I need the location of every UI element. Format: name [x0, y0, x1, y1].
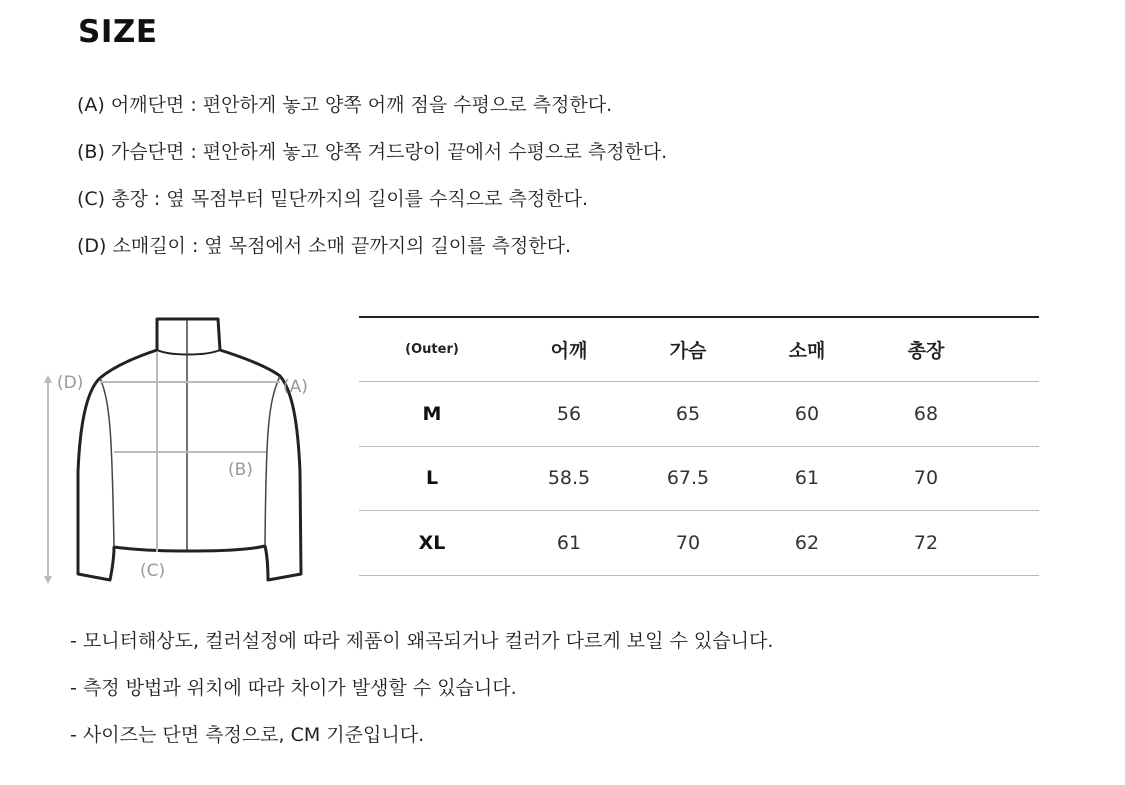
label-b: (B) — [228, 460, 253, 480]
label-a: (A) — [283, 377, 308, 397]
description-length: (C) 총장 : 옆 목점부터 밑단까지의 길이를 수직으로 측정한다. — [77, 188, 588, 210]
value-cell: 60 — [794, 402, 820, 425]
table-row — [359, 511, 1039, 576]
size-cell: XL — [418, 531, 446, 554]
header-shoulder: 어깨 — [550, 340, 588, 362]
notes-section — [70, 618, 970, 759]
header-sleeve: 소매 — [788, 340, 826, 362]
label-c: (C) — [140, 561, 166, 581]
label-d: (D) — [57, 373, 84, 393]
header-corner: (Outer) — [405, 342, 459, 357]
table-row — [359, 382, 1039, 447]
page-title: SIZE — [78, 14, 158, 50]
value-cell: 56 — [556, 402, 582, 425]
header-length: 총장 — [907, 340, 945, 362]
spacer-cell — [981, 511, 1039, 576]
description-chest: (B) 가슴단면 : 편안하게 놓고 양쪽 겨드랑이 끝에서 수평으로 측정한다. — [77, 141, 668, 163]
note-unit: - 사이즈는 단면 측정으로, CM 기준입니다. — [70, 724, 425, 746]
size-table — [359, 316, 1039, 576]
value-cell: 70 — [913, 467, 939, 490]
size-cell: L — [425, 467, 439, 490]
arrow-up-icon — [44, 375, 52, 383]
header-chest: 가슴 — [669, 340, 707, 362]
value-cell: 70 — [675, 531, 701, 554]
value-cell: 65 — [675, 402, 701, 425]
collar-line — [157, 350, 220, 355]
value-cell: 61 — [794, 467, 820, 490]
note-monitor: - 모니터해상도, 컬러설정에 따라 제품이 왜곡되거나 컬러가 다르게 보일 수 있습니다. — [70, 630, 774, 652]
sleeve-seam-left — [100, 378, 114, 547]
value-cell: 72 — [913, 531, 939, 554]
value-cell: 62 — [794, 531, 820, 554]
value-cell: 58.5 — [547, 467, 591, 490]
table-header-row — [359, 317, 1039, 382]
header-spacer — [981, 317, 1039, 382]
sleeve-seam-right — [265, 376, 280, 546]
spacer-cell — [981, 446, 1039, 511]
size-table-container — [359, 316, 1039, 576]
spacer-cell — [981, 382, 1039, 447]
value-cell: 68 — [913, 402, 939, 425]
note-method: - 측정 방법과 위치에 따라 차이가 발생할 수 있습니다. — [70, 677, 517, 699]
jacket-diagram — [40, 312, 330, 597]
value-cell: 67.5 — [666, 467, 710, 490]
description-shoulder: (A) 어깨단면 : 편안하게 놓고 양쪽 어깨 점을 수평으로 측정한다. — [77, 94, 613, 116]
value-cell: 61 — [556, 531, 582, 554]
size-cell: M — [422, 402, 442, 425]
description-sleeve: (D) 소매길이 : 옆 목점에서 소매 끝까지의 길이를 측정한다. — [77, 235, 572, 257]
arrow-down-icon — [44, 576, 52, 584]
table-row — [359, 446, 1039, 511]
measurement-descriptions — [77, 82, 877, 270]
jacket-diagram-svg — [40, 312, 330, 597]
